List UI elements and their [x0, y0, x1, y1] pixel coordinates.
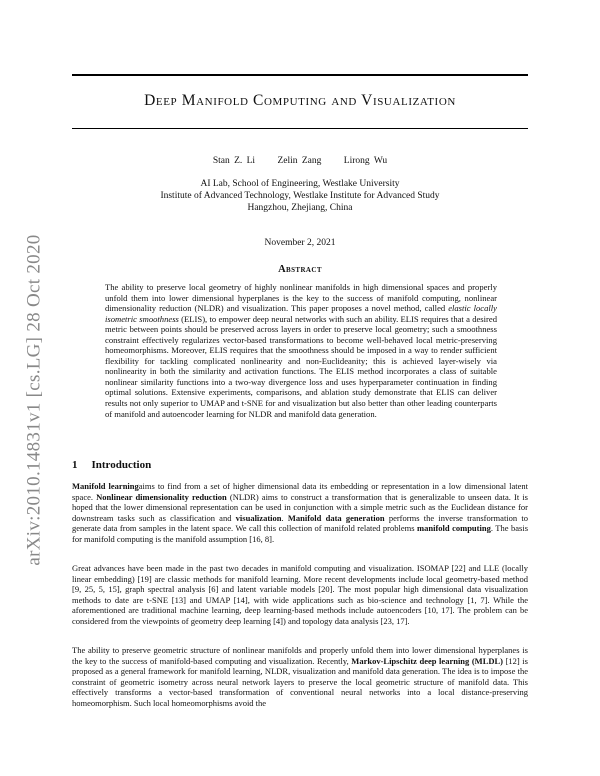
paragraph-text: . The basis for manifold computing is the manifold assumption [16, 8].	[72, 523, 528, 544]
section-number: 1	[72, 459, 78, 471]
title-bottom-rule	[72, 128, 528, 129]
bold-term: manifold computing	[417, 523, 491, 534]
paragraph-text: performs the inverse transformation to generate data from samples in the latent space. We call this collection of manifold related problems	[72, 512, 528, 534]
affiliation-line: Institute of Advanced Technology, Westlake Institute for Advanced Study	[160, 191, 440, 201]
affiliation-line: AI Lab, School of Engineering, Westlake University	[200, 179, 400, 189]
paragraph-text: [12] is proposed as a general framework for manifold learning, NLDR, visualization and manifold data generation. The idea is to impose the constraint of geometric isometry across neural network layers to preserve the local geometric structure of manifold data. This effectively transforms a vector-based transformation of conventional neural networks into a local distance-preserving homeomorphism. Such local homeomorphisms avoid the	[72, 655, 528, 708]
abstract-text: The ability to preserve local geometry of highly nonlinear manifolds in high dimensional spaces and properly unfold them into lower dimensional hyperplanes is the key to the success of manifold computing, nonlinear dimensionality reduction (NLDR) and visualization. This paper proposes a novel method, called	[105, 282, 497, 314]
affiliation-line: Hangzhou, Zhejiang, China	[247, 203, 353, 213]
arxiv-identifier	[20, 210, 50, 590]
author-name: Zelin Zang	[277, 156, 322, 166]
abstract-heading: Abstract	[278, 264, 322, 275]
paragraph-text: .	[281, 512, 288, 523]
paragraph-text: (NLDR) aims to construct a transformation that is generalizable to unseen data. It is hoped that the lower dimensional representation can be used in conjunction with a simple metric such as the Euclidean distance for downstream tasks such as classification and	[72, 491, 528, 523]
paragraph-text: The ability to preserve geometric structure of nonlinear manifolds and properly unfold them into lower dimensional hyperplanes is the key to the success of manifold-based computing and visualization. Recently,	[72, 645, 528, 666]
bold-term: Markov-Lipschitz deep learning (MLDL)	[351, 655, 504, 666]
section-heading	[72, 459, 151, 471]
intro-paragraph-1	[72, 481, 528, 545]
bold-term: Manifold learning	[72, 481, 139, 491]
intro-paragraph-3	[72, 645, 528, 709]
arxiv-id-text: arXiv:2010.14831v1 [cs.LG] 28 Oct 2020	[24, 234, 45, 566]
intro-paragraph-2: Great advances have been made in the past two decades in manifold computing and visualization. ISOMAP [22] and LLE (locally linear embedding) [19] are classic methods for manifold learning. More recent developments include local geometry-based method [9, 25, 5, 15], graph spectral analysis [6] and latent variable models [20]. The most popular high dimensional data visualization methods to date are t-SNE [13] and UMAP [14], with wide applications such as bio-science and technology [1, 7]. While the aforementioned are traditional machine learning, deep learning-based methods include autoencoders [10, 17]. The problem can be considered from the viewpoints of geometry deep learning [4]) and topology data analysis [23, 17].	[72, 563, 528, 626]
paper-title: Deep Manifold Computing and Visualization	[144, 92, 456, 109]
author-name: Stan Z. Li	[212, 156, 256, 166]
abstract-emphasis: elastic locally isometric smoothness	[105, 303, 498, 324]
bold-term: Nonlinear dimensionality reduction	[96, 491, 227, 502]
section-title: Introduction	[91, 459, 152, 471]
abstract-body	[105, 282, 497, 419]
author-list	[72, 156, 528, 166]
author-name: Lirong Wu	[343, 156, 388, 166]
abstract-text: (ELIS), to empower deep neural networks with such an ability. ELIS requires that a desired metric between points should be preserved across layers in order to preserve local geometry; such a smoothness constraint effectively regularizes vector-based transformations to become well-behaved local metric-preserving homeomorphisms. Moreover, ELIS requires that the smoothness should be imposed in a way to render sufficient flexibility for tackling complicated nonlinearity and non-Euclideanity; this is achieved layer-wisely via nonlinearity in both the similarity and activation functions. The ELIS method incorporates a class of suitable nonlinear similarity functions into a two-way divergence loss and uses hyperparameter continuation in finding optimal solutions. Extensive experiments, comparisons, and ablation study demonstrate that ELIS can deliver results not only superior to UMAP and t-SNE for and visualization but also better than other leading counterparts of manifold and autoencoder learning for NLDR and manifold data generation.	[105, 313, 498, 419]
paper-date: November 2, 2021	[264, 238, 336, 248]
bold-term: visualization	[235, 512, 282, 523]
paragraph-text: aims to find from a set of higher dimensional data its embedding or representation in a low dimensional latent space.	[72, 481, 528, 502]
title-top-rule	[72, 74, 528, 76]
affiliation	[72, 178, 528, 214]
bold-term: Manifold data generation	[287, 512, 385, 523]
